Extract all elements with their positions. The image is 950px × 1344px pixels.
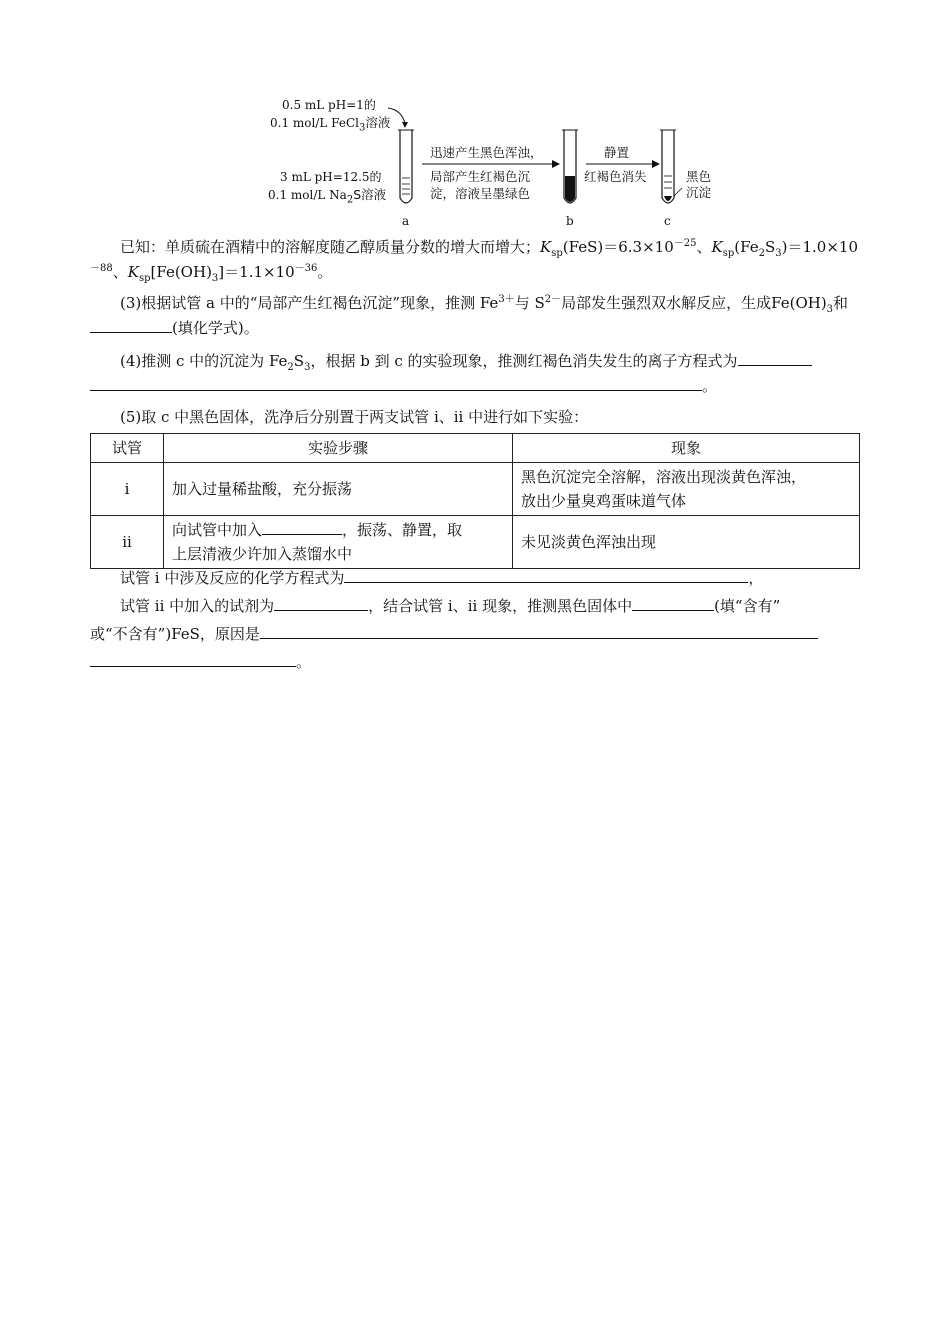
q5-contains-blank[interactable] (632, 594, 714, 611)
row2-phenomenon: 未见淡黄色浑浊出现 (513, 516, 860, 569)
tube-b-label: b (566, 214, 574, 228)
question-5-reason-line2: 。 (90, 650, 860, 675)
question-5-equation: 试管 i 中涉及反应的化学方程式为 ， (90, 566, 860, 591)
q5-reason-blank-1[interactable] (260, 622, 818, 639)
row1-phenomenon: 黑色沉淀完全溶解，溶液出现淡黄色浑浊， 放出少量臭鸡蛋味道气体 (513, 463, 860, 516)
question-5-intro: (5)取 c 中黑色固体，洗净后分别置于两支试管 i、ii 中进行如下实验： (120, 408, 589, 426)
known-data-paragraph: 已知：单质硫在酒精中的溶解度随乙醇质量分数的增大而增大；$K_{sp}(FeS)=6.3\times 10^{-25}$、$K_{sp}(Fe_2S_3)=1.0\times 10^{-88}$、$K_{sp}[Fe(OH)_3]=1.1\times 10^{-36}$。 (90, 238, 858, 284)
arrow1-text-line1: 迅速产生黑色浑浊， (430, 145, 543, 160)
tube-a-icon (400, 130, 412, 203)
q5-reagent-blank[interactable] (274, 594, 368, 611)
row2-reagent-blank[interactable] (262, 518, 342, 535)
header-phenomenon: 现象 (513, 434, 860, 463)
header-steps: 实验步骤 (164, 434, 513, 463)
tube-c-note-line2: 沉淀 (686, 185, 712, 200)
question-3: (3)根据试管 a 中的“局部产生红褐色沉淀”现象，推测 $Fe^{3+}$与 $S^{2-}$局部发生强烈双水解反应，生成$Fe(OH)_3$和(填化学式)。 (90, 291, 860, 341)
row1-step: 加入过量稀盐酸，充分振荡 (164, 463, 513, 516)
experiment-figure (262, 94, 732, 234)
pour-arrow-icon (388, 108, 405, 124)
header-tube: 试管 (91, 434, 164, 463)
na2s-label-line2: 0.1 mol/L $Na_2S$溶液 (268, 187, 387, 206)
arrow2-text-top: 静置 (604, 145, 630, 160)
tube-c-note-line1: 黑色 (686, 169, 712, 184)
tube-a-label: a (402, 214, 410, 228)
arrow2-text-bottom: 红褐色消失 (584, 169, 647, 184)
q5-equation-blank[interactable] (344, 566, 748, 583)
question-4: (4)推测 c 中的沉淀为 $Fe_2S_3$，根据 b 到 c 的实验现象，推测红褐色消失发生的离子方程式为 (90, 349, 860, 374)
experiment-table (90, 433, 860, 569)
question-5-reason: 或“不含有”)FeS，原因是 (90, 622, 860, 647)
fecl3-label-line1: 0.5 mL pH=1的 (282, 98, 376, 112)
na2s-label-line1: 3 mL pH=12.5的 (280, 170, 382, 184)
row2-tube: ii (91, 516, 164, 569)
tube-c-label: c (664, 214, 671, 228)
arrow1-text-line2: 局部产生红褐色沉 (430, 169, 531, 184)
fecl3-label-line2: 0.1 mol/L FeCl$_3$溶液 (270, 115, 391, 134)
arrow1-text-line3: 淀，溶液呈墨绿色 (430, 186, 531, 201)
q5-reason-blank-2[interactable] (90, 650, 296, 667)
question-5-reagent: 试管 ii 中加入的试剂为 ，结合试管 i、ii 现象，推测黑色固体中 (填“含有” (90, 594, 860, 619)
q4-answer-blank-2[interactable] (90, 374, 702, 391)
test-tubes-diagram (262, 94, 732, 234)
question-4-line2: 。 (90, 374, 860, 399)
table-header-row (91, 434, 860, 463)
row2-step: 向试管中加入 ，振荡、静置，取 上层清液少许加入蒸馏水中 (164, 516, 513, 569)
tube-c-icon (662, 130, 674, 203)
q4-answer-blank-1[interactable] (738, 349, 812, 366)
q3-answer-blank[interactable] (90, 316, 172, 333)
row1-tube: i (91, 463, 164, 516)
table-row (91, 516, 860, 569)
table-row (91, 463, 860, 516)
